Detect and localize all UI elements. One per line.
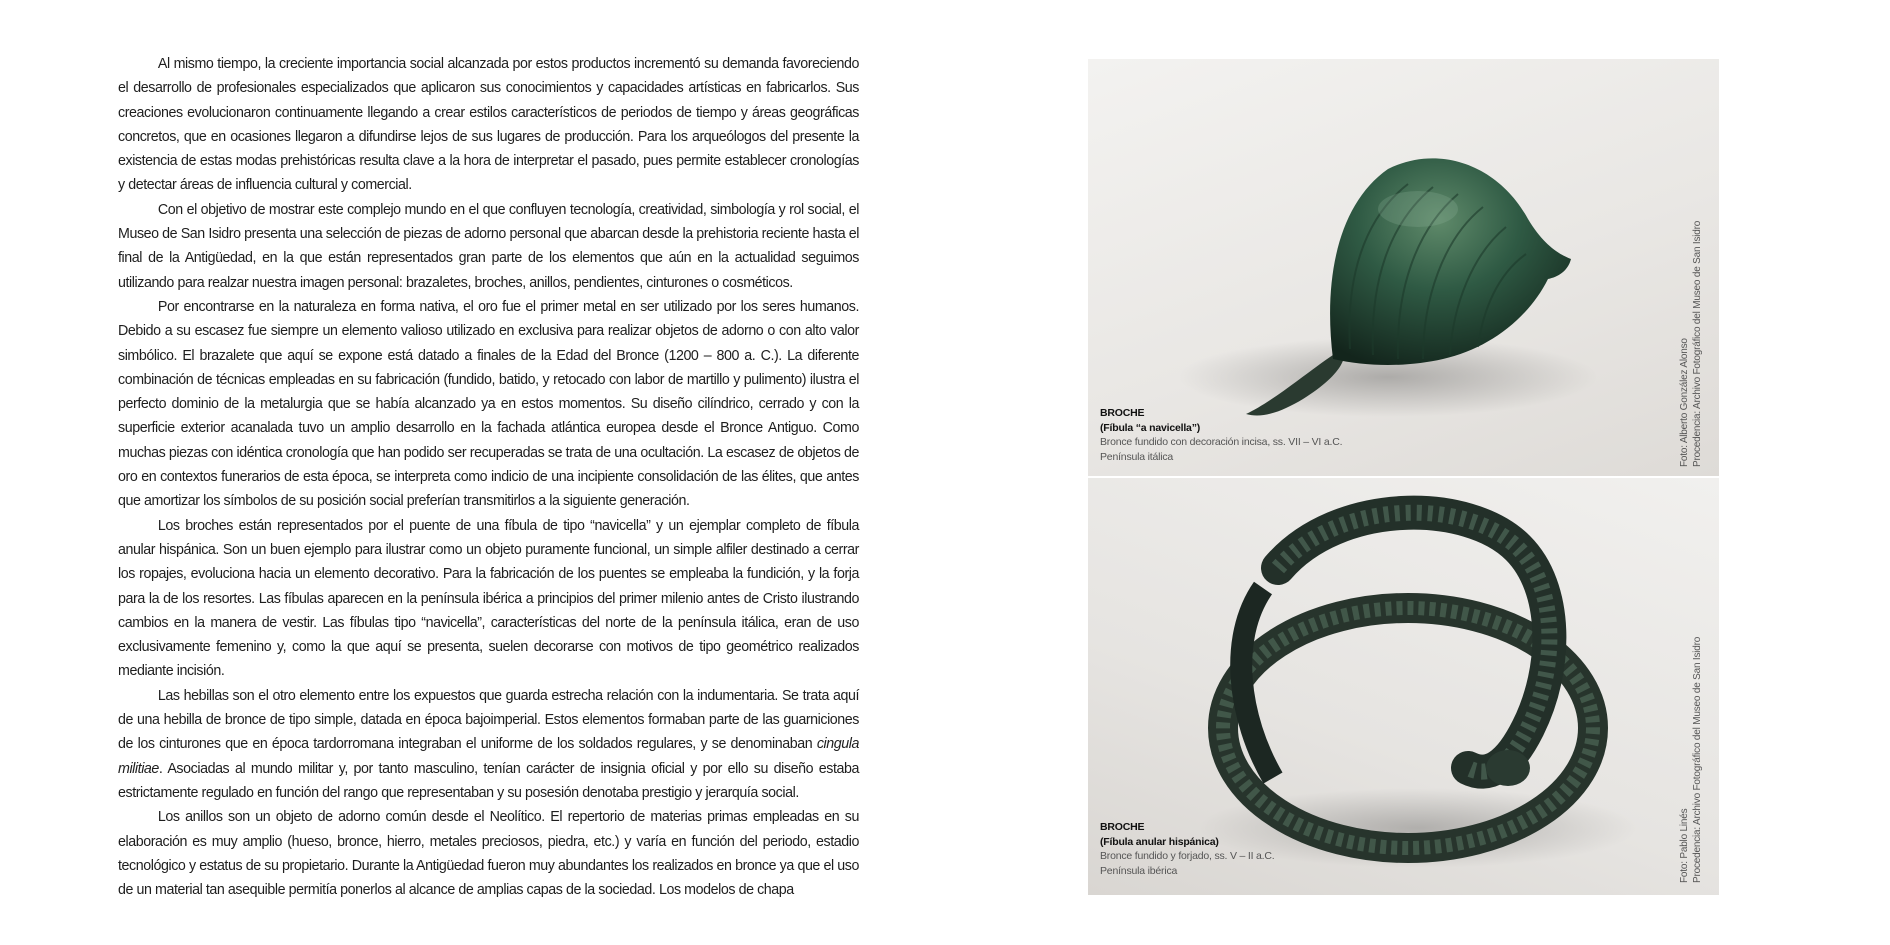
paragraph-1: Al mismo tiempo, la creciente importancia social alcanzada por estos productos incrementó su demanda favoreciendo el desarrollo de profesionales especializados que aplicaron sus conocimientos y capacidades artísticas en fabricarlos. Sus creaciones evolucionaron continuamente llegando a crear estilos característicos de periodos de tiempo y áreas geográficas concretos, que en ocasiones llegaron a difundirse lejos de sus lugares de producción. Para los arqueólogos del presente la existencia de estas modas prehistóricas resulta clave a la hora de interpretar el pasado, pues permite establecer cronologías y detectar áreas de influencia cultural y comercial.: [118, 55, 859, 194]
paragraph-4: Los broches están representados por el puente de una fíbula de tipo “navicella” y un ejemplar completo de fíbula anular hispánica. Son un buen ejemplo para ilustrar como un objeto puramente funcional, un simple alfiler destinado a cerrar los ropajes, evoluciona hacia un elemento decorativo. Para la fabricación de los puentes se empleaba la fundición, y la forja para la de los resortes. Las fíbulas aparecen en la península ibérica a principios del primer milenio antes de Cristo ilustrando cambios en la manera de vestir. Las fíbulas tipo “navicella”, características del norte de la península itálica, eran de uso exclusivamente femenino y, como la que aquí se presenta, suelen decorarse con motivos de tipo geométrico realizados mediante incisión.: [118, 516, 859, 680]
caption-top-description: Bronce fundido con decoración incisa, ss. VII – VI a.C.: [1100, 436, 1343, 448]
credit-top: [1678, 221, 1704, 467]
credit-bottom: [1678, 637, 1704, 883]
credit-bottom-photographer: Foto: Pablo Linés: [1679, 808, 1690, 883]
photo-column: [1088, 59, 1719, 895]
caption-bottom-subtitle: (Fíbula anular hispánica): [1100, 835, 1219, 848]
photo-fibula-navicella: [1088, 59, 1719, 476]
caption-top-origin: Península itálica: [1100, 450, 1174, 463]
caption-bottom-title: BROCHE: [1100, 821, 1145, 833]
caption-top: [1100, 406, 1342, 464]
caption-bottom-description: Bronce fundido y forjado, ss. V – II a.C.: [1100, 850, 1275, 862]
paragraph-2: Con el objetivo de mostrar este complejo mundo en el que confluyen tecnología, creatividad, simbología y rol social, el Museo de San Isidro presenta una selección de piezas de adorno personal que abarcan desde la prehistoria reciente hasta el final de la Antigüedad, en la que están representados gran parte de los elementos que aún en la actualidad seguimos utilizando para realzar nuestra imagen personal: brazaletes, broches, anillos, pendientes, cinturones o cosméticos.: [118, 200, 859, 291]
caption-top-title: BROCHE: [1100, 407, 1145, 419]
paragraph-5-part-2: . Asociadas al mundo militar y, por tanto masculino, tenían carácter de insignia oficial y por ello su diseño estaba estrictamente regulado en función del rango que representaban y su posesión denotaba prestigio y jerarquía social.: [118, 759, 860, 801]
caption-bottom-origin: Península ibérica: [1100, 864, 1178, 877]
credit-top-source: Procedencia: Archivo Fotográfico del Museo de San Isidro: [1692, 220, 1703, 467]
paragraph-5: [118, 684, 859, 805]
caption-bottom: [1100, 820, 1274, 878]
left-page-text: [118, 52, 859, 902]
credit-bottom-source: Procedencia: Archivo Fotográfico del Museo de San Isidro: [1692, 636, 1703, 883]
caption-top-subtitle: (Fíbula “a navicella”): [1100, 421, 1201, 434]
photo-fibula-anular: [1088, 478, 1719, 895]
paragraph-5-part-1: Las hebillas son el otro elemento entre los expuestos que guarda estrecha relación con la indumentaria. Se trata aquí de una hebilla de bronce de tipo simple, datada en época bajoimperial. Estos elementos formaban parte de las guarniciones de los cinturones que en época tardorromana integraban el uniforme de los soldados regulares, y se denominaban: [118, 686, 859, 753]
paragraph-6: Los anillos son un objeto de adorno común desde el Neolítico. El repertorio de materias primas empleadas en su elaboración es muy amplio (hueso, bronce, hierro, metales preciosos, piedra, etc.) y varía en función del periodo, estadio tecnológico y estatus de su propietario. Durante la Antigüedad fueron muy abundantes los realizados en bronce ya que el uso de un material tan asequible permitía ponerlos al alcance de amplias capas de la sociedad. Los modelos de chapa: [118, 808, 859, 899]
paragraph-3: Por encontrarse en la naturaleza en forma nativa, el oro fue el primer metal en ser utilizado por los seres humanos. Debido a su escasez fue siempre un elemento valioso utilizado en exclusiva para realizar objetos de adorno o con alto valor simbólico. El brazalete que aquí se expone está datado a finales de la Edad del Bronce (1200 – 800 a. C.). La diferente combinación de técnicas empleadas en su fabricación (fundido, batido, y retocado con labor de martillo y pulimento) ilustra el perfecto dominio de la metalurgia que se había alcanzado ya en estos momentos. Su diseño cilíndrico, cerrado y con la superficie exterior acanalada tuvo un amplio desarrollo en la fachada atlántica europea desde el Bronce Antiguo. Como muchas piezas con idéntica cronología que han podido ser recuperadas se trata de una ocultación. La escasez de objetos de oro en contextos funerarios de esta época, se interpreta como indicio de una incipiente consolidación de las élites, que antes que amortizar los símbolos de su posición social preferían transmitirlos a la siguiente generación.: [118, 297, 859, 510]
paragraph-5-italic-term: cingula militiae: [118, 735, 859, 777]
credit-top-photographer: Foto: Alberto González Alonso: [1679, 338, 1690, 467]
